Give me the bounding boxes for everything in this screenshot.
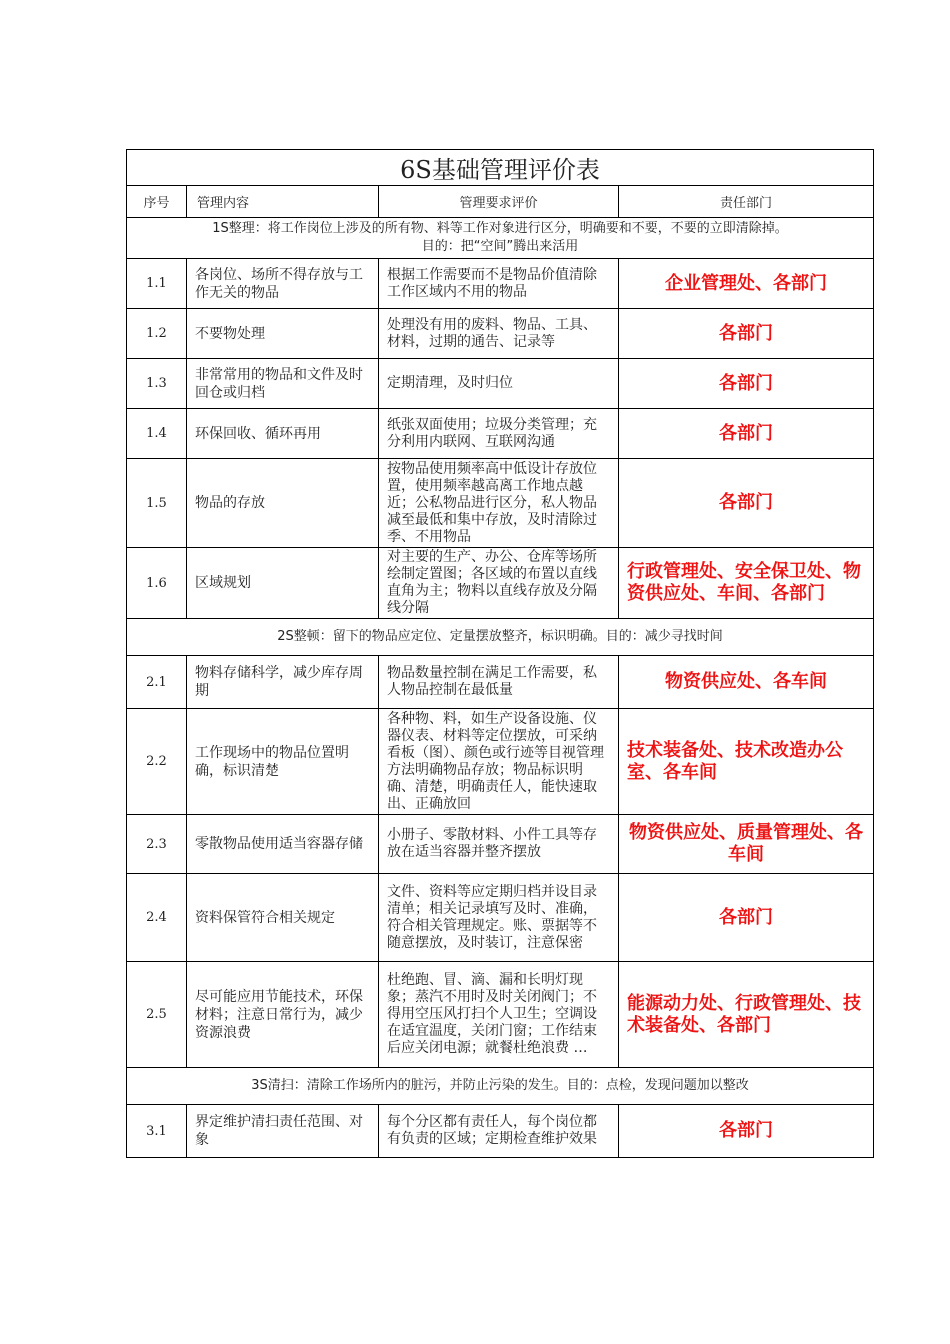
- section-3s-line1: 3S清扫：清除工作场所内的脏污，并防止污染的发生。目的：点检，发现问题加以整改: [251, 1078, 749, 1093]
- row-no: 2.5: [127, 962, 187, 1068]
- row-requirement: 各种物、料，如生产设备设施、仪器仪表、材料等定位摆放，可采纳看板（图）、颜色或行迹等目视管理方法明确物品存放；物品标识明确、清楚，明确责任人，能快速取出、正确放回: [379, 709, 619, 815]
- section-1s-line1: 1S整理：将工作岗位上涉及的所有物、料等工作对象进行区分，明确要和不要，不要的立即清除掉。: [212, 221, 788, 236]
- row-no: 3.1: [127, 1105, 187, 1158]
- row-no: 2.4: [127, 874, 187, 962]
- section-3s: [127, 1068, 874, 1105]
- row-requirement: 对主要的生产、办公、仓库等场所绘制定置图；各区域的布置以直线直角为主；物料以直线存放及分隔线分隔: [379, 548, 619, 619]
- header-dept: 责任部门: [619, 186, 874, 218]
- row-dept: 各部门: [619, 1105, 874, 1158]
- row-dept: 能源动力处、行政管理处、技术装备处、各部门: [619, 962, 874, 1068]
- row-dept: 行政管理处、安全保卫处、物资供应处、车间、各部门: [619, 548, 874, 619]
- row-requirement: 纸张双面使用；垃圾分类管理；充分利用内联网、互联网沟通: [379, 409, 619, 459]
- table-row: [127, 459, 874, 548]
- table-row: [127, 815, 874, 874]
- row-requirement: 按物品使用频率高中低设计存放位置，使用频率越高离工作地点越近；公私物品进行区分，私人物品减至最低和集中存放，及时清除过季、不用物品: [379, 459, 619, 548]
- header-no: 序号: [127, 186, 187, 218]
- row-requirement: 文件、资料等应定期归档并设目录清单；相关记录填写及时、准确，符合相关管理规定。账、票据等不随意摆放，及时装订，注意保密: [379, 874, 619, 962]
- row-requirement: 小册子、零散材料、小件工具等存放在适当容器并整齐摆放: [379, 815, 619, 874]
- row-content: 尽可能应用节能技术，环保材料；注意日常行为，减少资源浪费: [187, 962, 379, 1068]
- row-dept: 各部门: [619, 309, 874, 359]
- row-content: 各岗位、场所不得存放与工作无关的物品: [187, 259, 379, 309]
- row-content: 资料保管符合相关规定: [187, 874, 379, 962]
- table-row: [127, 656, 874, 709]
- table-row: [127, 874, 874, 962]
- row-content: 不要物处理: [187, 309, 379, 359]
- row-requirement: 根据工作需要而不是物品价值清除工作区域内不用的物品: [379, 259, 619, 309]
- row-content: 物品的存放: [187, 459, 379, 548]
- row-requirement: 定期清理，及时归位: [379, 359, 619, 409]
- section-1s-line2: 目的：把“空间”腾出来活用: [421, 239, 579, 254]
- row-no: 2.3: [127, 815, 187, 874]
- row-requirement: 杜绝跑、冒、滴、漏和长明灯现象；蒸汽不用时及时关闭阀门；不得用空压风打扫个人卫生；空调设在适宜温度，关闭门窗；工作结束后应关闭电源；就餐杜绝浪费 …: [379, 962, 619, 1068]
- table-row: [127, 962, 874, 1068]
- table-row: [127, 359, 874, 409]
- row-content: 非常常用的物品和文件及时回仓或归档: [187, 359, 379, 409]
- section-2s-line1: 2S整顿：留下的物品应定位、定量摆放整齐，标识明确。目的：减少寻找时间: [277, 629, 723, 644]
- table-row: [127, 309, 874, 359]
- row-content: 工作现场中的物品位置明确，标识清楚: [187, 709, 379, 815]
- row-dept: 物资供应处、质量管理处、各车间: [619, 815, 874, 874]
- table-row: [127, 548, 874, 619]
- row-content: 环保回收、循环再用: [187, 409, 379, 459]
- evaluation-table: [126, 149, 874, 1158]
- row-dept: 各部门: [619, 874, 874, 962]
- table-row: [127, 259, 874, 309]
- row-no: 1.5: [127, 459, 187, 548]
- section-1s: [127, 218, 874, 259]
- table-row: [127, 709, 874, 815]
- table-row: [127, 1105, 874, 1158]
- row-dept: 各部门: [619, 459, 874, 548]
- row-dept: 技术装备处、技术改造办公室、各车间: [619, 709, 874, 815]
- row-dept: 物资供应处、各车间: [619, 656, 874, 709]
- row-no: 2.1: [127, 656, 187, 709]
- row-dept: 企业管理处、各部门: [619, 259, 874, 309]
- row-requirement: 处理没有用的废料、物品、工具、材料，过期的通告、记录等: [379, 309, 619, 359]
- row-dept: 各部门: [619, 409, 874, 459]
- header-content: 管理内容: [187, 186, 379, 218]
- row-content: 零散物品使用适当容器存储: [187, 815, 379, 874]
- row-dept: 各部门: [619, 359, 874, 409]
- row-content: 界定维护清扫责任范围、对象: [187, 1105, 379, 1158]
- row-requirement: 每个分区都有责任人，每个岗位都有负责的区域；定期检查维护效果: [379, 1105, 619, 1158]
- table-row: [127, 409, 874, 459]
- row-content: 物料存储科学，减少库存周期: [187, 656, 379, 709]
- row-no: 2.2: [127, 709, 187, 815]
- row-no: 1.3: [127, 359, 187, 409]
- row-requirement: 物品数量控制在满足工作需要，私人物品控制在最低量: [379, 656, 619, 709]
- section-2s: [127, 619, 874, 656]
- row-content: 区域规划: [187, 548, 379, 619]
- table-title: 6S基础管理评价表: [127, 150, 874, 186]
- row-no: 1.1: [127, 259, 187, 309]
- row-no: 1.2: [127, 309, 187, 359]
- row-no: 1.4: [127, 409, 187, 459]
- row-no: 1.6: [127, 548, 187, 619]
- header-requirement: 管理要求评价: [379, 186, 619, 218]
